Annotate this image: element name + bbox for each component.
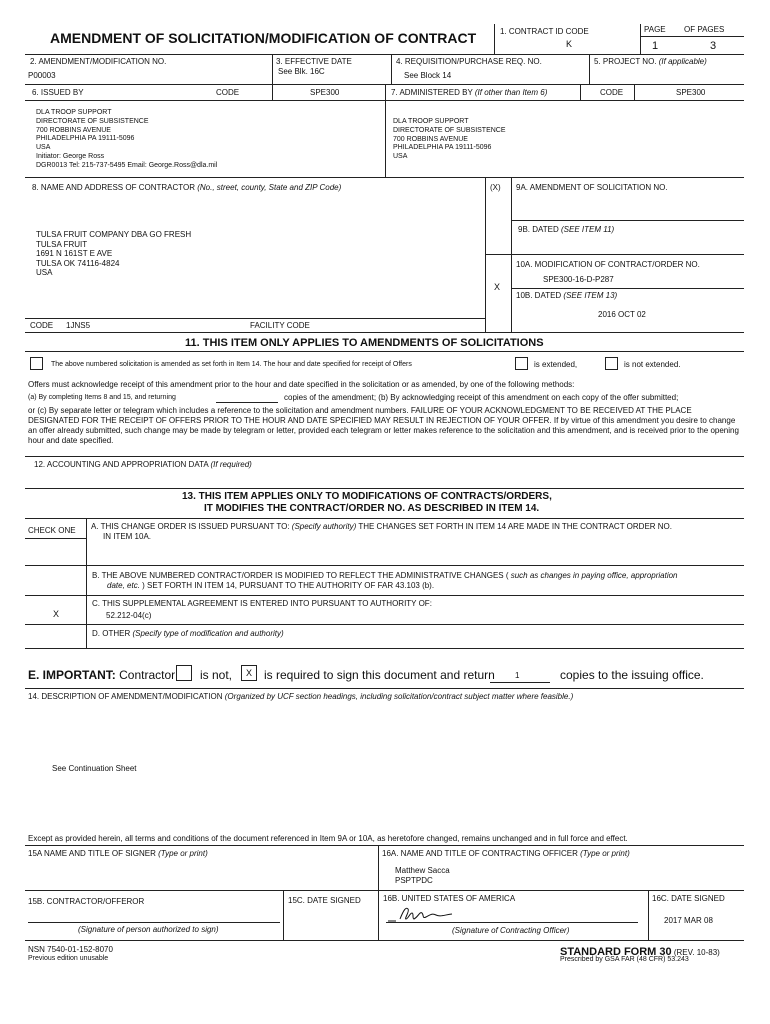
divider (589, 54, 590, 84)
is-not-extended-label: is not extended. (624, 360, 681, 369)
project-no-label: 5. PROJECT NO. (If applicable) (594, 57, 707, 66)
is-extended-checkbox[interactable] (515, 357, 528, 370)
page-value: 1 (652, 40, 659, 52)
item-11-paragraph: or (c) By separate letter or telegram which includes a reference to the solicitation and amendment numbers. FAILURE OF YOUR ACKNOWLEDGMENT TO BE RECEIVED AT THE PLACE DESIGNATED FOR THE RECEIPT OF OFFERS PRIOR TO THE HOUR AND DATE SPECIFIED MAY RESULT IN REJECTION OF YOUR OFFER. If by virtue of this amendment you desire to change an offer already submitted, such change may be made by telegram or letter, provided each telegram or letter makes reference to the solicitation and this amendment, and is received prior to the opening hour and date specified. (28, 406, 739, 445)
solicitation-no-label: 9A. AMENDMENT OF SOLICITATION NO. (516, 183, 668, 192)
facility-code-label: FACILITY CODE (250, 321, 310, 330)
divider (485, 254, 744, 255)
divider (25, 648, 744, 649)
divider (640, 24, 641, 54)
item-11-line1: The above numbered solicitation is amended as set forth in Item 14. The hour and date specified for receipt of Offers (51, 361, 412, 368)
is-not-label: is not, (200, 668, 233, 682)
of-pages-label: OF PAGES (684, 25, 725, 34)
prescribed-by: Prescribed by GSA FAR (48 CFR) 53.243 (560, 956, 689, 963)
divider (25, 100, 744, 101)
item-11-line3a: (a) By completing Items 8 and 15, and returning (28, 394, 176, 401)
divider (25, 595, 744, 596)
item-11-line2: Offers must acknowledge receipt of this amendment prior to the hour and date specified in the solicitation or as amended, by one of the following methods: (28, 380, 575, 389)
divider (25, 54, 744, 55)
issued-code-value: SPE300 (310, 88, 340, 97)
divider (25, 688, 744, 689)
item-13c-x-mark: X (53, 609, 60, 619)
contract-id-value: K (566, 39, 573, 49)
x-mark-10a: X (494, 282, 501, 292)
divider (648, 890, 649, 940)
contractor-offeror-label: 15B. CONTRACTOR/OFFEROR (28, 897, 145, 906)
modification-dated-value: 2016 OCT 02 (598, 310, 646, 319)
usa-label: 16B. UNITED STATES OF AMERICA (383, 894, 516, 903)
copies-count-line (490, 682, 550, 683)
issued-by-label: 6. ISSUED BY (32, 88, 84, 97)
divider (25, 456, 744, 457)
amendment-no-value: P00003 (28, 71, 56, 80)
divider (25, 890, 744, 891)
contractor-date-label: 15C. DATE SIGNED (288, 896, 361, 905)
item-13a-line2: IN ITEM 10A. (103, 532, 152, 541)
item-11-line3b: copies of the amendment; (b) By acknowledging receipt of this amendment on each copy of the offer submitted; (284, 393, 679, 402)
divider (25, 940, 744, 941)
page-label: PAGE (644, 25, 666, 34)
item-13a-text: A. THIS CHANGE ORDER IS ISSUED PURSUANT TO: (Specify authority) THE CHANGES SET FORTH IN ITEM 14 ARE MADE IN THE CONTRACT ORDER NO. (91, 522, 672, 531)
is-required-checkbox[interactable]: X (241, 665, 257, 681)
item-13-heading-1: 13. THIS ITEM APPLIES ONLY TO MODIFICATIONS OF CONTRACTS/ORDERS, (182, 491, 552, 502)
issued-by-address: DLA TROOP SUPPORT DIRECTORATE OF SUBSISTENCE 700 ROBBINS AVENUE PHILADELPHIA PA 19111-5096 USA Initiator: George Ross DGR0013 Tel: 215-737-5495 Email: George.Ross@dla.mil (36, 109, 218, 169)
modification-no-value: SPE300-16-D-P287 (543, 275, 614, 284)
contractor-address: TULSA FRUIT COMPANY DBA GO FRESH TULSA FRUIT 1691 N 161ST E AVE TULSA OK 74116-4824 USA (36, 230, 192, 277)
divider (640, 36, 744, 37)
divider (272, 84, 273, 100)
important-label: E. IMPORTANT: Contractor (28, 668, 176, 682)
divider (25, 318, 485, 319)
accounting-label: 12. ACCOUNTING AND APPROPRIATION DATA (If required) (34, 460, 252, 469)
is-not-extended-checkbox[interactable] (605, 357, 618, 370)
form-title: AMENDMENT OF SOLICITATION/MODIFICATION OF CONTRACT (50, 30, 477, 46)
item-11-heading: 11. THIS ITEM ONLY APPLIES TO AMENDMENTS OF SOLICITATIONS (185, 337, 544, 349)
solicitation-amended-checkbox[interactable] (30, 357, 43, 370)
divider (494, 24, 495, 54)
effective-date-value: See Blk. 16C (278, 67, 325, 76)
divider (580, 84, 581, 100)
copies-returned-line[interactable] (216, 402, 278, 403)
copies-count-value: 1 (515, 671, 520, 680)
divider (25, 488, 744, 489)
issued-code-label: CODE (216, 88, 240, 97)
signer-name-label: 15A NAME AND TITLE OF SIGNER (Type or print) (28, 849, 208, 858)
item-13d-text: D. OTHER (Specify type of modification and authority) (92, 629, 284, 638)
divider (378, 845, 379, 940)
standard-form-label: STANDARD FORM 30 (REV. 10-83) (560, 946, 720, 958)
officer-name: Matthew Sacca (395, 866, 450, 875)
previous-edition-note: Previous edition unusable (28, 955, 109, 962)
continuation-sheet-note: See Continuation Sheet (52, 764, 137, 773)
officer-date-value: 2017 MAR 08 (664, 916, 713, 925)
contractor-code-value: 1JNS5 (66, 321, 91, 330)
amendment-no-label: 2. AMENDMENT/MODIFICATION NO. (30, 57, 167, 66)
nsn-number: NSN 7540-01-152-8070 (28, 945, 113, 954)
is-required-label: is required to sign this document and return (264, 668, 495, 682)
divider (25, 624, 744, 625)
admin-code-value: SPE300 (676, 88, 706, 97)
requisition-label: 4. REQUISITION/PURCHASE REQ. NO. (396, 57, 542, 66)
check-one-label: CHECK ONE (28, 526, 76, 535)
copies-text: copies to the issuing office. (560, 668, 704, 682)
divider (25, 332, 744, 333)
administered-by-label: 7. ADMINISTERED BY (If other than Item 6) (391, 88, 548, 97)
divider (25, 518, 744, 519)
divider (511, 288, 744, 289)
effective-date-label: 3. EFFECTIVE DATE (276, 57, 352, 66)
divider (272, 54, 273, 84)
modification-dated-label: 10B. DATED (SEE ITEM 13) (516, 291, 618, 300)
officer-date-label: 16C. DATE SIGNED (652, 894, 725, 903)
item-13b-line2: date, etc. ) SET FORTH IN ITEM 14, PURSUANT TO THE AUTHORITY OF FAR 43.103 (b). (107, 581, 435, 590)
divider (25, 177, 744, 178)
contractor-code-label: CODE (30, 321, 54, 330)
divider (391, 54, 392, 84)
item-13c-text: C. THIS SUPPLEMENTAL AGREEMENT IS ENTERED INTO PURSUANT TO AUTHORITY OF: (92, 599, 432, 608)
solicitation-dated-label: 9B. DATED (SEE ITEM 11) (518, 225, 615, 234)
pages-value: 3 (710, 40, 717, 52)
admin-code-label: CODE (600, 88, 624, 97)
officer-title: PSPTPDC (395, 876, 433, 885)
divider (634, 84, 635, 100)
contractor-label: 8. NAME AND ADDRESS OF CONTRACTOR (No., street, county, State and ZIP Code) (32, 183, 342, 192)
divider (86, 518, 87, 648)
modification-no-label: 10A. MODIFICATION OF CONTRACT/ORDER NO. (516, 260, 700, 269)
divider (25, 538, 86, 539)
description-label: 14. DESCRIPTION OF AMENDMENT/MODIFICATION (Organized by UCF section headings, including solicitation/contract subject matter where feasible.) (28, 692, 574, 701)
x-column-label: (X) (490, 183, 501, 192)
contract-id-label: 1. CONTRACT ID CODE (500, 27, 589, 36)
officer-name-label: 16A. NAME AND TITLE OF CONTRACTING OFFICER (Type or print) (382, 849, 630, 858)
officer-signature-caption: (Signature of Contracting Officer) (452, 926, 570, 935)
officer-signature-line[interactable] (386, 922, 638, 923)
divider (25, 565, 744, 566)
divider (385, 84, 386, 177)
item-13-heading-2: IT MODIFIES THE CONTRACT/ORDER NO. AS DESCRIBED IN ITEM 14. (204, 503, 540, 514)
divider (511, 220, 744, 221)
divider (25, 845, 744, 846)
divider (283, 890, 284, 940)
item-13c-authority: 52.212-04(c) (106, 611, 152, 620)
contractor-signature-line[interactable] (28, 922, 280, 923)
is-not-required-checkbox[interactable] (176, 665, 192, 681)
item-13b-text: B. THE ABOVE NUMBERED CONTRACT/ORDER IS MODIFIED TO REFLECT THE ADMINISTRATIVE CHANGES ( such as changes in paying office, appropriation (92, 571, 678, 580)
divider (25, 351, 744, 352)
requisition-value: See Block 14 (404, 71, 452, 80)
except-clause: Except as provided herein, all terms and conditions of the document referenced in Item 9A or 10A, as heretofore changed, remains unchanged and in full force and effect. (28, 834, 628, 843)
administered-by-address: DLA TROOP SUPPORT DIRECTORATE OF SUBSISTENCE 700 ROBBINS AVENUE PHILADELPHIA PA 19111-5096 USA (393, 118, 506, 161)
is-extended-label: is extended, (534, 360, 578, 369)
contractor-signature-caption: (Signature of person authorized to sign) (78, 925, 219, 934)
